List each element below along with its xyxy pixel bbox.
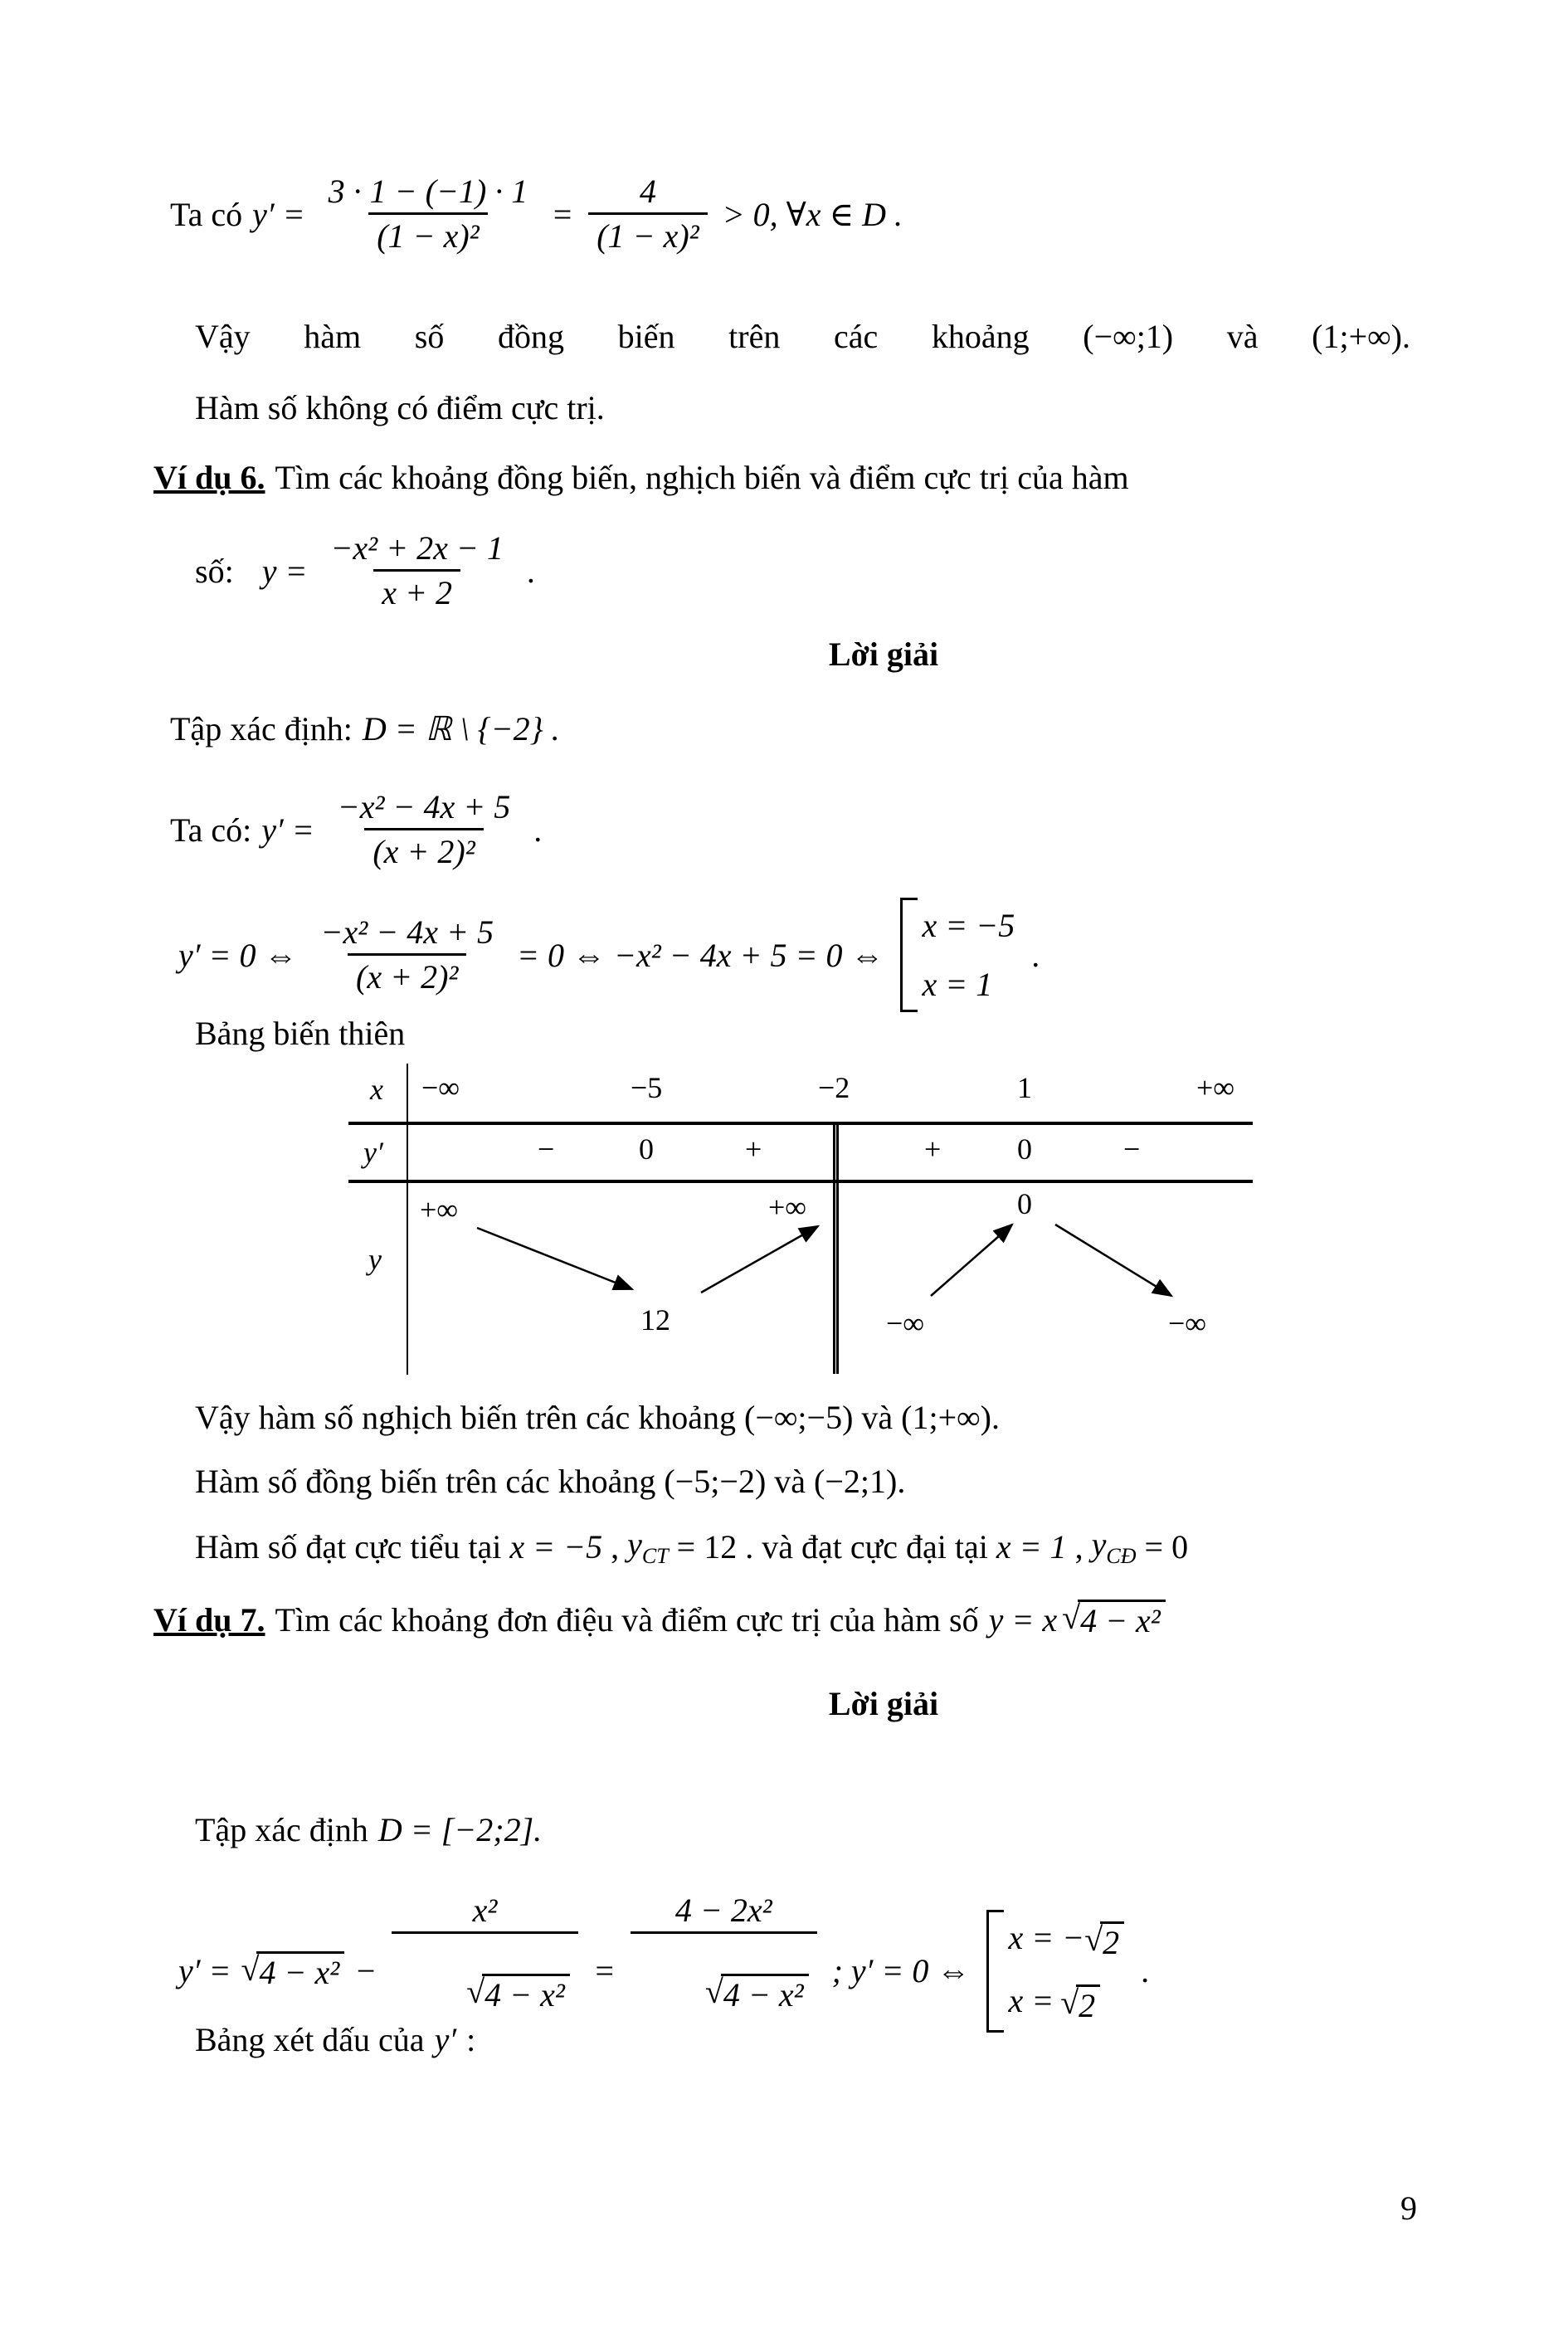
math-equals: = bbox=[592, 1952, 616, 1989]
example7-heading bbox=[153, 1600, 1166, 1639]
example6-heading bbox=[153, 458, 1129, 497]
text-bang-xet-dau: Bảng xét dấu của bbox=[195, 2021, 425, 2058]
math-y-prime-equals: y′ = bbox=[261, 811, 314, 849]
radical-sign: √ bbox=[1060, 1983, 1079, 2021]
fraction-numerator: −x² + 2x − 1 bbox=[330, 529, 504, 567]
variation-table bbox=[348, 1064, 1261, 1379]
math-fraction bbox=[588, 174, 707, 254]
math-cases-bracket bbox=[986, 1910, 1131, 2033]
math-period: . bbox=[526, 552, 535, 590]
fraction-numerator: −x² − 4x + 5 bbox=[337, 788, 511, 825]
page-number: 9 bbox=[1400, 2189, 1417, 2227]
math-y: y bbox=[627, 1526, 642, 1563]
case-root-1: x = −5 bbox=[922, 907, 1015, 944]
solve-derivative-line bbox=[178, 898, 1040, 1012]
text-tap-xac-dinh: Tập xác định bbox=[195, 1811, 368, 1848]
math-y-cd-value: = 0 bbox=[1144, 1528, 1189, 1566]
math-square-root bbox=[705, 1974, 809, 2014]
y-minimum-12: 12 bbox=[640, 1303, 670, 1337]
solution-heading: Lời giải bbox=[828, 1685, 939, 1722]
x-value-1: 1 bbox=[1017, 1071, 1032, 1104]
fraction-numerator: 4 bbox=[639, 173, 656, 210]
math-inequality-tail: > 0, ∀x ∈ D . bbox=[722, 195, 903, 233]
case-prefix: x = − bbox=[1008, 1918, 1085, 1956]
math-fraction bbox=[329, 790, 519, 869]
math-y-prime-equals: y′ = bbox=[178, 1952, 231, 1989]
paragraph-decreasing-intervals: Vậy hàm số nghịch biến trên các khoảng (−∞;−5) và (1;+∞). bbox=[195, 1399, 1000, 1436]
math-y: y bbox=[1091, 1526, 1107, 1563]
example6-label: Ví dụ 6. bbox=[153, 459, 265, 496]
row-label-y: y bbox=[368, 1243, 382, 1276]
comma: , bbox=[611, 1528, 620, 1566]
fraction-denominator: (x + 2)² bbox=[364, 828, 483, 869]
math-square-root bbox=[466, 1974, 570, 2014]
math-cases-bracket bbox=[900, 898, 1021, 1012]
math-domain-value: D = ℝ \ {−2} . bbox=[362, 710, 560, 747]
radical-sign: √ bbox=[704, 1973, 723, 2010]
case-root-2 bbox=[1008, 1981, 1124, 2024]
paragraph-increasing-intervals: Hàm số đồng biến trên các khoảng (−5;−2) và (−2;1). bbox=[195, 1463, 906, 1500]
variation-arrows bbox=[348, 1064, 1261, 1379]
math-fraction bbox=[322, 531, 511, 611]
sign-minus-1: − bbox=[538, 1132, 555, 1166]
sign-zero-1: 0 bbox=[639, 1132, 654, 1166]
case-root-1 bbox=[1008, 1918, 1124, 1961]
sign-plus-1: + bbox=[745, 1132, 762, 1166]
radical-sign: √ bbox=[466, 1973, 485, 2010]
math-y-equals: y = bbox=[261, 552, 308, 590]
math-semicolon-solve: ; y′ = 0 ⇔ bbox=[831, 1952, 971, 1989]
fraction-denominator bbox=[631, 1931, 817, 2048]
math-x-min: x = −5 bbox=[509, 1528, 603, 1566]
fraction-numerator: −x² − 4x + 5 bbox=[320, 913, 494, 951]
y-limit-neg-inf-right: −∞ bbox=[1168, 1307, 1206, 1340]
radicand: 4 − x² bbox=[256, 1951, 344, 1991]
math-square-root bbox=[1084, 1921, 1124, 1961]
sign-minus-2: − bbox=[1123, 1132, 1141, 1166]
y-limit-neg-inf-mid: −∞ bbox=[886, 1307, 924, 1340]
math-y-ct bbox=[627, 1525, 669, 1569]
math-x-max: x = 1 bbox=[996, 1528, 1067, 1566]
domain-line-example6 bbox=[170, 709, 560, 748]
fraction-numerator: x² bbox=[472, 1892, 498, 1929]
math-square-root bbox=[241, 1951, 345, 1991]
math-equivalences: = 0 ⇔ −x² − 4x + 5 = 0 ⇔ bbox=[516, 936, 884, 974]
math-y-prime-zero: y′ = 0 ⇔ bbox=[178, 936, 298, 974]
radical-sign: √ bbox=[1084, 1920, 1103, 1958]
x-value-neg-2: −2 bbox=[818, 1071, 850, 1104]
radicand: 2 bbox=[1076, 1984, 1100, 2024]
example6-statement: Tìm các khoảng đồng biến, nghịch biến và điểm cực trị của hàm bbox=[275, 459, 1129, 496]
example7-statement: Tìm các khoảng đơn điệu và điểm cực trị của hàm số bbox=[275, 1600, 979, 1639]
math-equals: = bbox=[551, 195, 574, 233]
radicand: 4 − x² bbox=[482, 1974, 570, 2014]
math-period: . bbox=[533, 811, 543, 849]
y-maximum-0: 0 bbox=[1017, 1187, 1032, 1220]
sign-table-title bbox=[195, 2020, 475, 2059]
text-so: số: bbox=[195, 552, 234, 590]
case-prefix: x = bbox=[1008, 1981, 1054, 2019]
radical-sign: √ bbox=[1062, 1599, 1081, 1636]
sign-zero-2: 0 bbox=[1017, 1132, 1032, 1166]
math-function bbox=[989, 1600, 1058, 1639]
text-tap-xac-dinh: Tập xác định: bbox=[170, 710, 353, 747]
math-y-ct-value: = 12 . bbox=[676, 1528, 754, 1566]
derivative-line-example6 bbox=[170, 790, 542, 869]
sign-plus-2: + bbox=[924, 1132, 942, 1166]
math-fraction bbox=[313, 915, 502, 995]
math-fraction bbox=[320, 174, 537, 254]
text-ta-co: Ta có bbox=[170, 195, 243, 233]
fraction-denominator: (x + 2)² bbox=[348, 953, 466, 995]
y-limit-pos-inf-left: +∞ bbox=[420, 1193, 458, 1226]
fraction-numerator: 3 · 1 − (−1) · 1 bbox=[328, 173, 528, 210]
subscript-ct: CT bbox=[641, 1544, 669, 1568]
comma: , bbox=[1074, 1528, 1083, 1566]
x-value-pos-inf: +∞ bbox=[1196, 1071, 1234, 1104]
fraction-denominator: (1 − x)² bbox=[588, 212, 707, 254]
case-root-2: x = 1 bbox=[922, 966, 993, 1003]
paragraph-conclusion-increasing: Vậy hàm số đồng biến trên các khoảng (−∞;1) và (1;+∞). bbox=[195, 318, 1410, 355]
fraction-numerator: 4 − 2x² bbox=[674, 1892, 772, 1929]
solution-heading: Lời giải bbox=[828, 635, 939, 673]
math-minus: − bbox=[354, 1952, 377, 1989]
math-y-prime: y′ bbox=[434, 2021, 457, 2058]
math-square-root bbox=[1060, 1984, 1100, 2024]
math-period: . bbox=[1031, 936, 1040, 974]
x-value-neg-5: −5 bbox=[631, 1071, 663, 1104]
formula-example5-derivative bbox=[170, 174, 903, 254]
fraction-denominator: x + 2 bbox=[373, 569, 460, 611]
radicand: 4 − x² bbox=[1078, 1600, 1166, 1639]
row-label-y-prime: y′ bbox=[363, 1136, 383, 1169]
colon: : bbox=[466, 2021, 476, 2058]
math-period: . bbox=[1141, 1952, 1150, 1989]
text-ta-co: Ta có: bbox=[170, 811, 252, 849]
row-label-x: x bbox=[370, 1073, 383, 1106]
radicand: 2 bbox=[1100, 1921, 1124, 1961]
paragraph-no-extremum: Hàm số không có điểm cực trị. bbox=[195, 389, 605, 426]
math-fraction bbox=[631, 1893, 817, 2048]
math-y-prime-equals: y′ = bbox=[252, 195, 305, 233]
paragraph-extrema bbox=[195, 1525, 1188, 1569]
text-max-at: và đạt cực đại tại bbox=[762, 1528, 988, 1566]
math-y-eq-x: y = x bbox=[988, 1600, 1058, 1639]
radicand: 4 − x² bbox=[721, 1974, 809, 2014]
x-value-neg-inf: −∞ bbox=[421, 1071, 460, 1104]
fraction-denominator: (1 − x)² bbox=[368, 212, 487, 254]
domain-line-example7 bbox=[195, 1810, 542, 1849]
math-square-root bbox=[1062, 1600, 1166, 1639]
example6-function bbox=[195, 531, 535, 611]
variation-table-title: Bảng biến thiên bbox=[195, 1015, 406, 1052]
math-domain-value: D = [−2;2]. bbox=[377, 1811, 543, 1848]
radical-sign: √ bbox=[241, 1950, 260, 1988]
subscript-cd: CĐ bbox=[1106, 1544, 1137, 1568]
math-y-cd bbox=[1092, 1525, 1137, 1569]
example7-label: Ví dụ 7. bbox=[153, 1600, 265, 1639]
y-limit-pos-inf-mid: +∞ bbox=[768, 1191, 806, 1224]
text-min-at: Hàm số đạt cực tiểu tại bbox=[195, 1528, 502, 1566]
